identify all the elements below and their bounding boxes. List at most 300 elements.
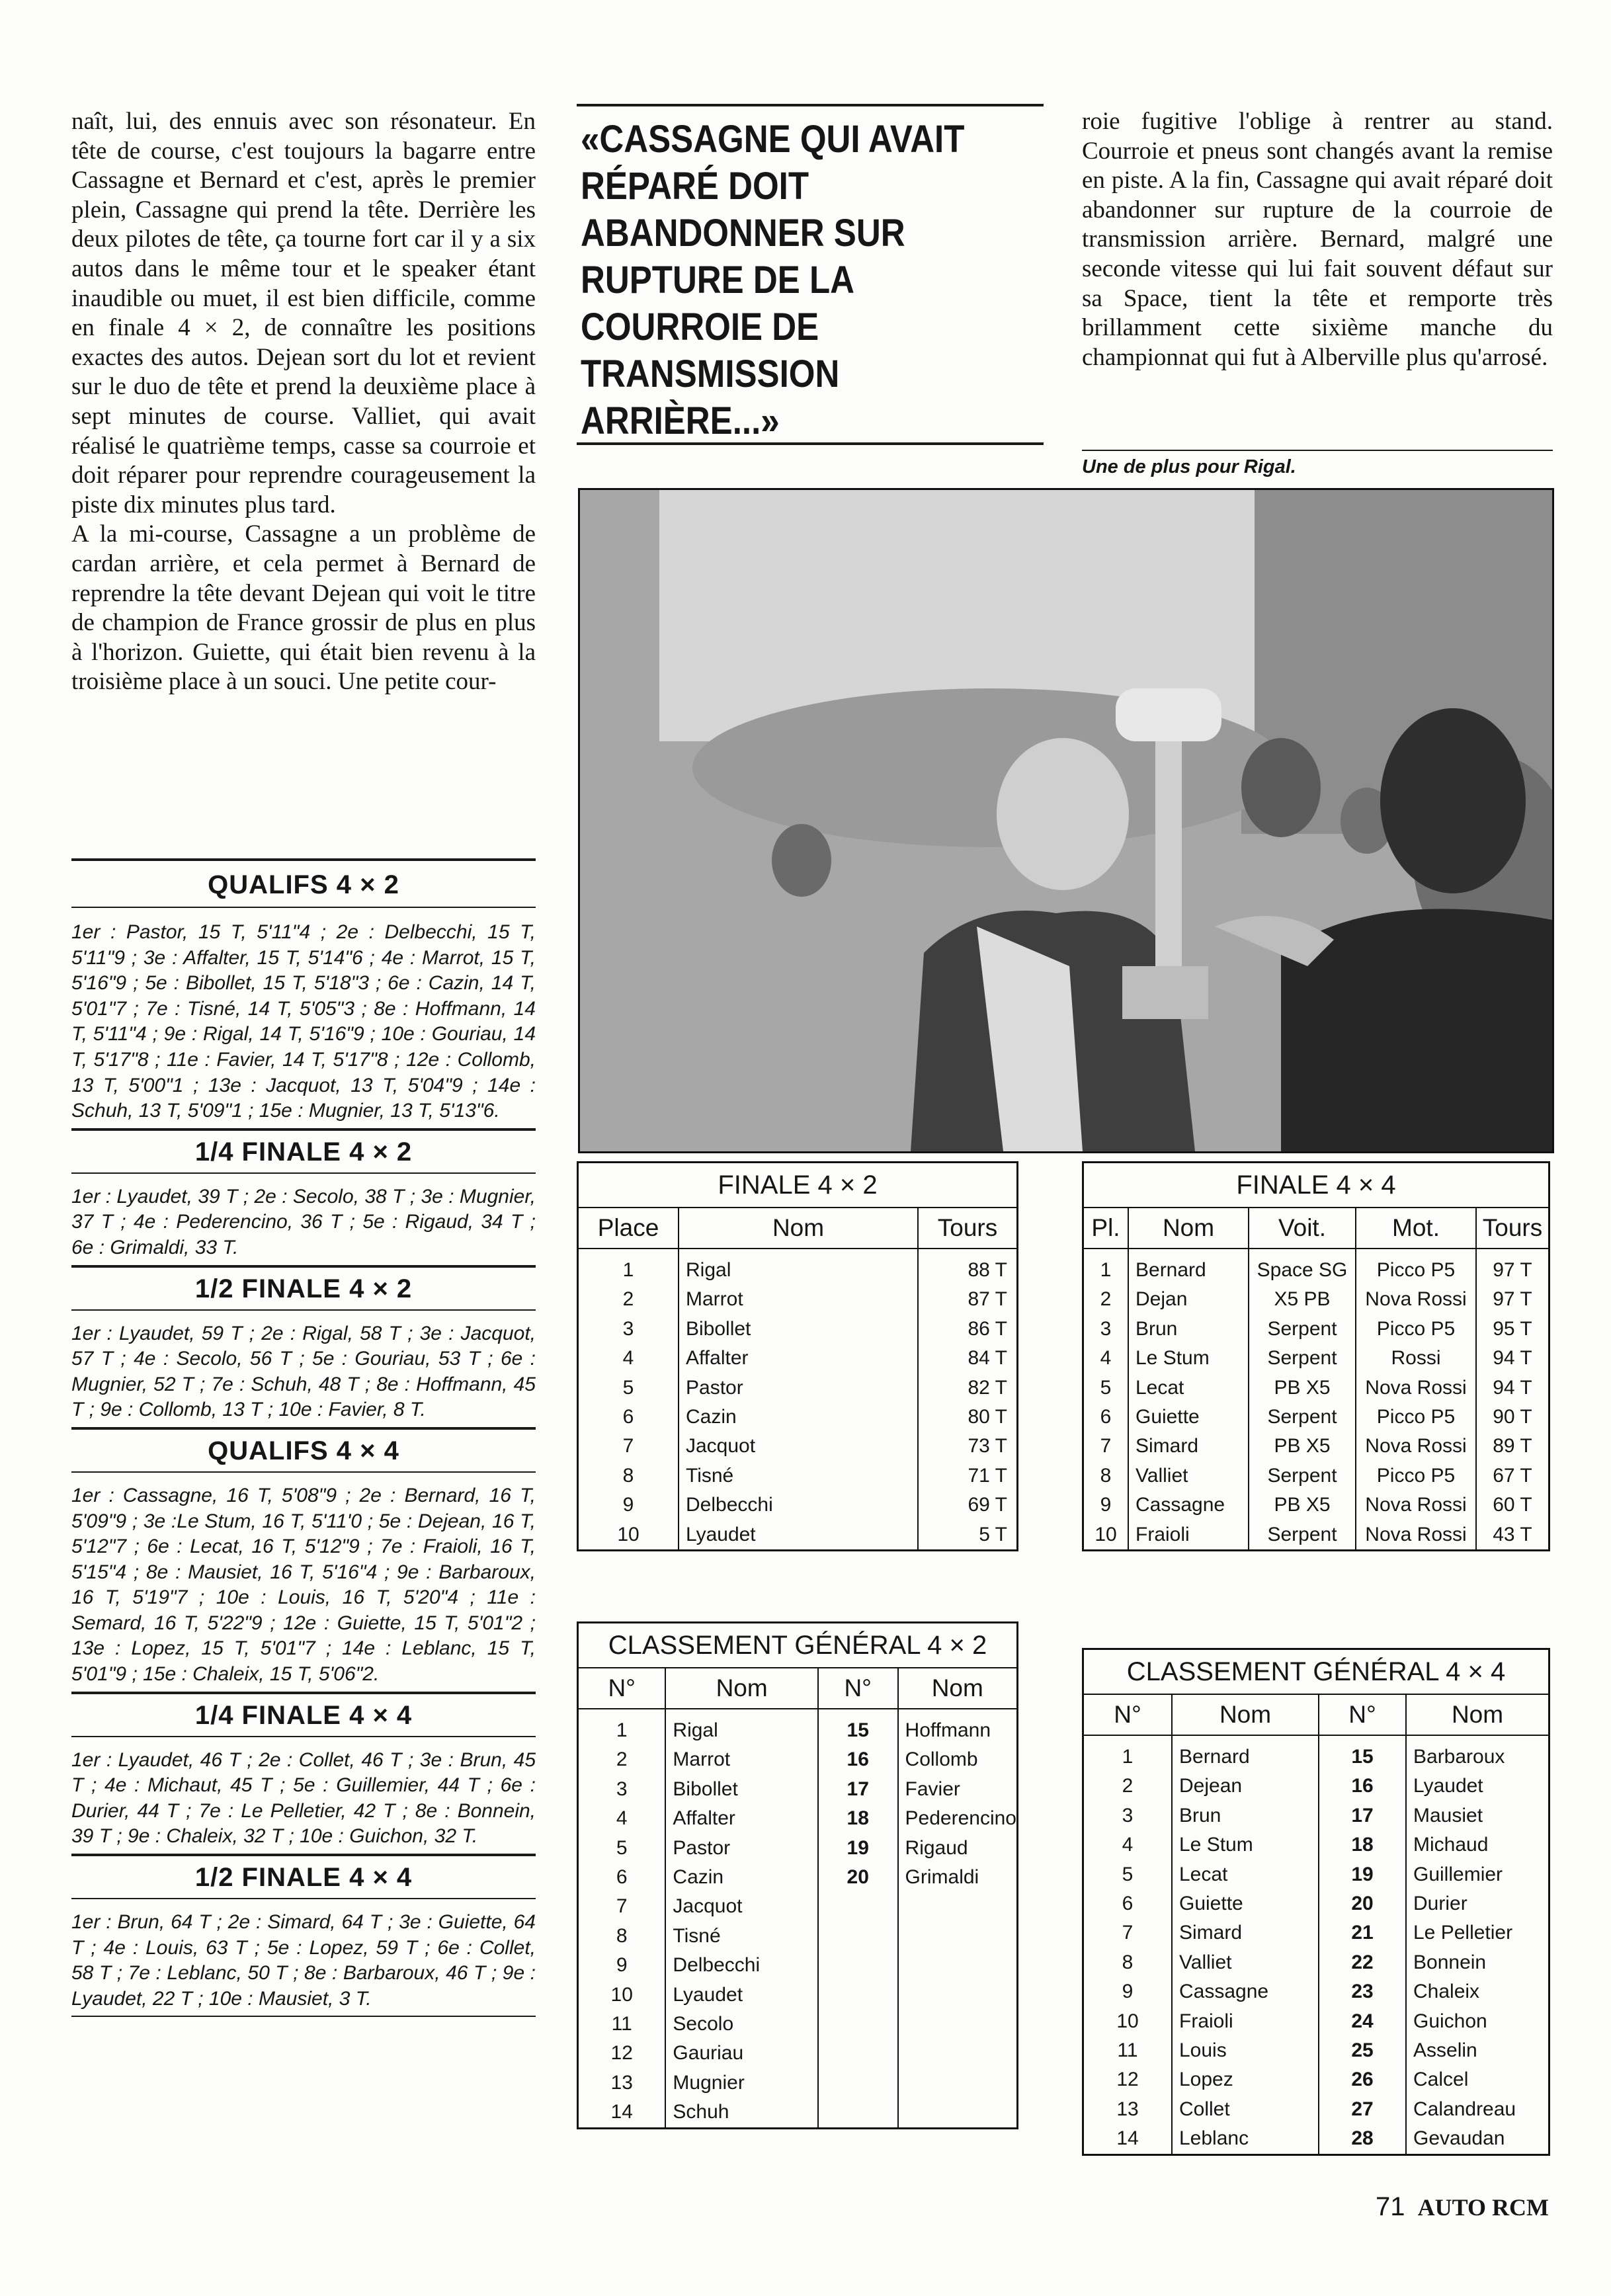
table-cell: 94 T	[1476, 1374, 1549, 1403]
table-row	[1083, 1403, 1549, 1432]
column-header: N°	[1083, 1694, 1173, 1735]
table-cell: 28	[1319, 2124, 1406, 2154]
table-cell: 43 T	[1476, 1520, 1549, 1551]
table-cell: 18	[818, 1804, 898, 1833]
section-title: 1/2 FINALE 4 × 4	[194, 1863, 413, 1893]
table-row	[1083, 1889, 1549, 1918]
table-row	[578, 1892, 1018, 1921]
table-cell: 17	[818, 1775, 898, 1804]
table-row	[578, 1344, 1018, 1373]
table-cell: 19	[1319, 1860, 1406, 1889]
table-cell: Cazin	[679, 1403, 918, 1432]
table-cell: Rossi	[1356, 1344, 1476, 1373]
table-cell: 2	[1122, 1775, 1134, 1797]
results-text: 1er : Lyaudet, 39 T ; 2e : Secolo, 38 T ; 3e : Mugnier, 37 T ; 4e : Pederencino, 36 T ; 5e : Rigaud, 34 T ; 6e : Grimaldi, 33 T.	[71, 1185, 536, 1258]
table-cell: Collomb	[898, 1745, 1018, 1774]
table-cell: Serpent	[1249, 1520, 1356, 1551]
table-cell: 82 T	[918, 1374, 1018, 1403]
table-cell: 6	[1100, 1406, 1112, 1428]
table-cell: Tisné	[665, 1922, 817, 1951]
table-row	[578, 1374, 1018, 1403]
table-cell	[898, 1922, 1018, 1951]
table-cell: 2	[616, 1748, 628, 1771]
section-rule	[71, 858, 536, 861]
table-cell: Affalter	[665, 1804, 817, 1833]
table-cell: Tisné	[679, 1461, 918, 1491]
table-cell: 89 T	[1476, 1432, 1549, 1461]
table-cell: 11	[1117, 2039, 1138, 2062]
table-cell: Le Pelletier	[1406, 1918, 1549, 1948]
table-cell: Collet	[1172, 2095, 1319, 2124]
table-cell	[818, 1922, 898, 1951]
trophy-photo	[578, 488, 1554, 1153]
table-cell: Schuh	[665, 2098, 817, 2128]
table-title: FINALE 4 × 2	[578, 1163, 1018, 1208]
table-row	[578, 1775, 1018, 1804]
section-title: 1/4 FINALE 4 × 2	[194, 1137, 413, 1167]
table-row	[1083, 1948, 1549, 1977]
table-cell: 86 T	[918, 1315, 1018, 1344]
table-row	[1083, 1491, 1549, 1520]
table-cell: Lyaudet	[665, 1981, 817, 2010]
table-cell: Favier	[898, 1775, 1018, 1804]
table-row	[578, 1863, 1018, 1892]
table-cell: Bonnein	[1406, 1948, 1549, 1977]
table-row	[578, 1249, 1018, 1285]
table-cell: Louis	[1172, 2036, 1319, 2065]
table-cell: 12	[610, 2042, 633, 2065]
table-cell: Hoffmann	[898, 1709, 1018, 1745]
section-title: QUALIFS 4 × 2	[208, 870, 399, 899]
page-footer	[1376, 2192, 1549, 2222]
table-cell: 73 T	[918, 1432, 1018, 1461]
table-cell	[898, 2069, 1018, 2098]
table-cell: Lecat	[1128, 1374, 1249, 1403]
table-cell: 3	[616, 1778, 628, 1800]
table-cell: 5 T	[918, 1520, 1018, 1551]
article-paragraph: naît, lui, des ennuis avec son résonateur. En tête de course, c'est toujours la bagarre entre Cassagne et Bernard et c'est, après le premier plein, Cassagne qui prend la tête. Derrière les deux pilotes de tête, ça tourne fort car il y a six autos dans le même tour et le speaker étant inaudible ou muet, il est bien difficile, comme en finale 4 × 2, de connaître les positions exactes des autos. Dejean sort du lot et revient sur le duo de tête et prend la deuxième place à sept minutes de course. Valliet, qui avait réalisé le quatrième temps, casse sa courroie et doit réparer pour reprendre courageusement la piste dix minutes plus tard.	[71, 108, 536, 518]
table-row	[1083, 1735, 1549, 1772]
table-cell: 13	[1116, 2098, 1139, 2120]
table-row	[578, 2098, 1018, 2128]
table-cell: Picco P5	[1356, 1249, 1476, 1285]
table-row	[578, 1922, 1018, 1951]
table-row	[1083, 1344, 1549, 1373]
table-cell	[818, 2010, 898, 2039]
table-cell: Bibollet	[665, 1775, 817, 1804]
table-cell: Dejean	[1172, 1772, 1319, 1801]
table-row	[578, 1403, 1018, 1432]
table-row	[578, 1520, 1018, 1551]
table-row	[1083, 2124, 1549, 2154]
table-cell: Nova Rossi	[1356, 1285, 1476, 1314]
table-cell: Cazin	[665, 1863, 817, 1892]
table-cell: 16	[1319, 1772, 1406, 1801]
column-header: Nom	[679, 1208, 918, 1249]
table-cell: Serpent	[1249, 1344, 1356, 1373]
table-cell: 9	[622, 1494, 634, 1516]
table-cell: 7	[616, 1895, 628, 1918]
table-row	[578, 1461, 1018, 1491]
table-cell: 21	[1319, 1918, 1406, 1948]
table-cell: Pastor	[679, 1374, 918, 1403]
table-row	[1083, 1432, 1549, 1461]
results-column	[71, 858, 536, 2017]
table-cell: PB X5	[1249, 1432, 1356, 1461]
section-rule	[71, 1309, 536, 1311]
table-cell: 26	[1319, 2065, 1406, 2094]
table-row	[1083, 1830, 1549, 1860]
table-title: CLASSEMENT GÉNÉRAL 4 × 4	[1083, 1649, 1549, 1695]
table-cell: Grimaldi	[898, 1863, 1018, 1892]
table-cell: 4	[1100, 1347, 1112, 1370]
section-rule	[71, 1471, 536, 1473]
table-cell: 9	[616, 1954, 628, 1977]
table-row	[1083, 1772, 1549, 1801]
table-row	[1083, 1520, 1549, 1551]
table-cell: 94 T	[1476, 1344, 1549, 1373]
table-row	[1083, 1977, 1549, 2006]
table-cell: 8	[1100, 1464, 1112, 1487]
article-column-3: roie fugitive l'oblige à rentrer au stand. Courroie et pneus sont changés avant la remise en piste. A la fin, Cassagne qui avait réparé doit abandonner sur rupture de la courroie de transmission arrière. Bernard, malgré une seconde vitesse qui lui fait souvent défaut sur sa Space, tient la tête et remporte très brillamment cette sixième manche du championnat qui fut à Alberville plus qu'arrosé.	[1082, 108, 1553, 371]
table-cell: Le Stum	[1172, 1830, 1319, 1860]
results-text: 1er : Lyaudet, 46 T ; 2e : Collet, 46 T ; 3e : Brun, 45 T ; 4e : Michaut, 45 T ; 5e : Guillemier, 44 T ; 6e : Durier, 44 T ; 7e : Le Pelletier, 42 T ; 8e : Bonnein, 39 T ; 9e : Chaleix, 32 T ; 10e : Guichon, 32 T.	[71, 1748, 536, 1848]
table-cell	[818, 2069, 898, 2098]
table-cell: Rigal	[679, 1249, 918, 1285]
table-cell: 88 T	[918, 1249, 1018, 1285]
table-cell: 8	[616, 1924, 628, 1947]
table-cell: Guichon	[1406, 2007, 1549, 2036]
table-cell: 23	[1319, 1977, 1406, 2006]
table-cell: Fraioli	[1172, 2007, 1319, 2036]
table-row	[578, 1432, 1018, 1461]
table-cell: Nova Rossi	[1356, 1374, 1476, 1403]
table-cell: 11	[611, 2013, 632, 2035]
table-row	[1083, 1249, 1549, 1285]
table-cell: Durier	[1406, 1889, 1549, 1918]
table-cell	[818, 2039, 898, 2068]
column-header: Nom	[898, 1668, 1018, 1709]
table-cell: 10	[1116, 2010, 1139, 2032]
table-cell: Le Stum	[1128, 1344, 1249, 1373]
table-title: FINALE 4 × 4	[1083, 1163, 1549, 1208]
article-column-1	[71, 107, 536, 697]
table-cell: 7	[1122, 1922, 1134, 1944]
table-cell: Serpent	[1249, 1461, 1356, 1491]
table-cell: 6	[616, 1866, 628, 1889]
table-cell: 19	[818, 1834, 898, 1863]
table-cell: Gauriau	[665, 2039, 817, 2068]
table-cell: Lopez	[1172, 2065, 1319, 2094]
results-text: 1er : Pastor, 15 T, 5'11"4 ; 2e : Delbecchi, 15 T, 5'11"9 ; 3e : Affalter, 15 T, 5'14"6 ; 4e : Marrot, 15 T, 5'16"9 ; 5e : Bibollet, 15 T, 5'18"3 ; 6e : Cazin, 14 T, 5'01"7 ; 7e : Tisné, 14 T, 5'05"3 ; 8e : Hoffmann, 14 T, 5'11"4 ; 9e : Rigal, 14 T, 5'16"9 ; 10e : Gouriau, 14 T, 5'17"8 ; 11e : Favier, 14 T, 5'17"8 ; 12e : Collomb, 13 T, 5'00"1 ; 13e : Jacquot, 13 T, 5'04"9 ; 14e : Schuh, 13 T, 5'09"1 ; 15e : Mugnier, 13 T, 5'13"6.	[71, 921, 536, 1122]
table-cell: Mausiet	[1406, 1801, 1549, 1830]
table-cell: Guiette	[1172, 1889, 1319, 1918]
table-cell: 84 T	[918, 1344, 1018, 1373]
table-cell: 3	[1100, 1317, 1112, 1340]
table-row	[578, 2069, 1018, 2098]
table-cell: Simard	[1128, 1432, 1249, 1461]
table-cell: 8	[622, 1464, 634, 1487]
table-cell: Fraioli	[1128, 1520, 1249, 1551]
table-cell: 5	[1100, 1376, 1112, 1399]
table-cell: 1	[1100, 1259, 1112, 1281]
table-cell: Affalter	[679, 1344, 918, 1373]
finale-4x2-table	[577, 1161, 1018, 1551]
table-cell: Leblanc	[1172, 2124, 1319, 2154]
table-cell: Lyaudet	[1406, 1772, 1549, 1801]
table-row	[1083, 1315, 1549, 1344]
table-row	[1083, 1374, 1549, 1403]
table-cell: Simard	[1172, 1918, 1319, 1948]
table-cell: 1	[616, 1719, 628, 1741]
table-cell: Lyaudet	[679, 1520, 918, 1551]
table-row	[1083, 2036, 1549, 2065]
table-cell: 17	[1319, 1801, 1406, 1830]
table-cell: Nova Rossi	[1356, 1432, 1476, 1461]
column-header: N°	[1319, 1694, 1406, 1735]
table-cell: Jacquot	[679, 1432, 918, 1461]
table-cell: 80 T	[918, 1403, 1018, 1432]
table-cell: 95 T	[1476, 1315, 1549, 1344]
table-cell: Asselin	[1406, 2036, 1549, 2065]
table-cell	[898, 1951, 1018, 1980]
caption-rule	[1082, 450, 1553, 451]
table-cell: Mugnier	[665, 2069, 817, 2098]
general-4x2-table	[577, 1621, 1018, 2129]
table-cell	[898, 2098, 1018, 2128]
section-rule	[71, 1427, 536, 1430]
table-row	[1083, 1285, 1549, 1314]
photo-caption: Une de plus pour Rigal.	[1082, 456, 1296, 477]
quote-bottom-rule	[577, 442, 1044, 445]
table-cell: Rigal	[665, 1709, 817, 1745]
column-header: Voit.	[1249, 1208, 1356, 1249]
section-rule	[71, 1172, 536, 1174]
page-number: 71	[1376, 2192, 1405, 2221]
table-cell: Picco P5	[1356, 1461, 1476, 1491]
table-cell: 9	[1122, 1981, 1134, 2003]
table-cell: Picco P5	[1356, 1315, 1476, 1344]
table-row	[1083, 2095, 1549, 2124]
table-cell: 5	[616, 1836, 628, 1859]
table-cell: 4	[622, 1347, 634, 1370]
table-cell: 6	[622, 1406, 634, 1428]
article-paragraph: A la mi-course, Cassagne a un problème de cardan arrière, et cela permet à Bernard de reprendre la tête devant Dejean qui voit le titre de champion de France grossir de plus en plus à l'horizon. Guiette, qui était bien revenu à la troisième place à un souci. Une petite cour-	[71, 520, 536, 696]
table-cell: 67 T	[1476, 1461, 1549, 1491]
table-cell: 27	[1319, 2095, 1406, 2124]
section-title: QUALIFS 4 × 4	[208, 1436, 399, 1465]
table-cell: 9	[1100, 1494, 1112, 1516]
table-cell: Brun	[1128, 1315, 1249, 1344]
table-cell: Calandreau	[1406, 2095, 1549, 2124]
table-cell: 15	[1319, 1735, 1406, 1772]
table-cell: Lecat	[1172, 1860, 1319, 1889]
table-cell: X5 PB	[1249, 1285, 1356, 1314]
table-cell: 16	[818, 1745, 898, 1774]
general-4x4-table	[1082, 1648, 1550, 2156]
table-row	[578, 1951, 1018, 1980]
table-cell: 69 T	[918, 1491, 1018, 1520]
table-cell: 14	[1116, 2127, 1139, 2150]
table-row	[578, 1285, 1018, 1314]
table-cell: Serpent	[1249, 1315, 1356, 1344]
table-cell: 20	[818, 1863, 898, 1892]
table-cell: Michaud	[1406, 1830, 1549, 1860]
table-cell: PB X5	[1249, 1374, 1356, 1403]
table-row	[1083, 1860, 1549, 1889]
column-header: Nom	[1128, 1208, 1249, 1249]
table-cell: 97 T	[1476, 1249, 1549, 1285]
column-header: Nom	[1406, 1694, 1549, 1735]
table-cell	[898, 2010, 1018, 2039]
column-header: Pl.	[1083, 1208, 1129, 1249]
table-cell: Chaleix	[1406, 1977, 1549, 2006]
table-row	[1083, 2007, 1549, 2036]
table-cell: 3	[1122, 1804, 1134, 1826]
results-text: 1er : Lyaudet, 59 T ; 2e : Rigal, 58 T ; 3e : Jacquot, 57 T ; 4e : Secolo, 56 T ; 5e : Gouriau, 53 T ; 6e : Mugnier, 52 T ; 7e : Schuh, 48 T ; 8e : Hoffmann, 45 T ; 9e : Collomb, 13 T ; 10e : Favier, 8 T.	[71, 1322, 536, 1421]
table-row	[578, 1804, 1018, 1833]
table-cell: Gevaudan	[1406, 2124, 1549, 2154]
table-cell: 4	[1122, 1834, 1134, 1856]
table-cell: Pastor	[665, 1834, 817, 1863]
table-cell: Bernard	[1128, 1249, 1249, 1285]
table-row	[578, 1981, 1018, 2010]
table-cell: 87 T	[918, 1285, 1018, 1314]
section-rule	[71, 907, 536, 908]
table-cell: 20	[1319, 1889, 1406, 1918]
table-cell: 2	[1100, 1288, 1112, 1311]
section-rule	[71, 1898, 536, 1899]
table-cell: 7	[1100, 1435, 1112, 1457]
table-cell: Nova Rossi	[1356, 1491, 1476, 1520]
table-row	[578, 1491, 1018, 1520]
table-cell: Guillemier	[1406, 1860, 1549, 1889]
table-cell: Marrot	[679, 1285, 918, 1314]
table-cell: PB X5	[1249, 1491, 1356, 1520]
table-cell: 90 T	[1476, 1403, 1549, 1432]
table-cell: Barbaroux	[1406, 1735, 1549, 1772]
table-cell	[818, 1981, 898, 2010]
table-cell: 1	[1122, 1746, 1134, 1768]
table-cell	[818, 1951, 898, 1980]
table-cell: 10	[610, 1983, 633, 2006]
table-cell: 10	[617, 1523, 640, 1545]
table-row	[1083, 1461, 1549, 1491]
section-rule	[71, 1265, 536, 1268]
table-cell: Valliet	[1128, 1461, 1249, 1491]
table-cell: Cassagne	[1128, 1491, 1249, 1520]
table-cell: 12	[1116, 2069, 1139, 2091]
table-cell: 71 T	[918, 1461, 1018, 1491]
table-cell: 10	[1095, 1523, 1117, 1545]
table-row	[578, 2010, 1018, 2039]
section-rule	[71, 2016, 536, 2017]
column-header: Place	[578, 1208, 679, 1249]
column-header: Tours	[1476, 1208, 1549, 1249]
table-cell: 14	[610, 2101, 633, 2123]
table-cell: Marrot	[665, 1745, 817, 1774]
table-cell: Delbecchi	[665, 1951, 817, 1980]
table-cell: 22	[1319, 1948, 1406, 1977]
table-cell: 18	[1319, 1830, 1406, 1860]
table-cell: 5	[622, 1376, 634, 1399]
table-cell: Cassagne	[1172, 1977, 1319, 2006]
column-header: Nom	[1172, 1694, 1319, 1735]
table-cell: 2	[622, 1288, 634, 1311]
table-cell	[818, 1892, 898, 1921]
table-cell	[898, 1981, 1018, 2010]
finale-4x4-table	[1082, 1161, 1550, 1551]
photo-image	[580, 490, 1552, 1151]
column-header: Tours	[918, 1208, 1018, 1249]
table-cell: Secolo	[665, 2010, 817, 2039]
column-header: N°	[818, 1668, 898, 1709]
table-cell: Serpent	[1249, 1403, 1356, 1432]
table-cell: 97 T	[1476, 1285, 1549, 1314]
table-title: CLASSEMENT GÉNÉRAL 4 × 2	[578, 1623, 1018, 1668]
table-cell	[898, 1892, 1018, 1921]
table-cell: Pederencino	[898, 1804, 1018, 1833]
table-cell	[898, 2039, 1018, 2068]
table-cell: 15	[818, 1709, 898, 1745]
table-cell: Valliet	[1172, 1948, 1319, 1977]
table-row	[578, 1315, 1018, 1344]
table-cell: Jacquot	[665, 1892, 817, 1921]
section-rule	[71, 1692, 536, 1694]
table-cell: 5	[1122, 1863, 1134, 1885]
section-title: 1/2 FINALE 4 × 2	[194, 1274, 413, 1303]
section-rule	[71, 1128, 536, 1131]
table-cell: Guiette	[1128, 1403, 1249, 1432]
magazine-name: AUTO RCM	[1417, 2194, 1549, 2221]
table-cell: Calcel	[1406, 2065, 1549, 2094]
results-text: 1er : Brun, 64 T ; 2e : Simard, 64 T ; 3e : Guiette, 64 T ; 4e : Louis, 63 T ; 5e : Lopez, 59 T ; 6e : Collet, 58 T ; 7e : Leblanc, 50 T ; 8e : Barbaroux, 46 T ; 9e : Lyaudet, 22 T ; 10e : Mausiet, 3 T.	[71, 1911, 536, 2010]
table-cell: 6	[1122, 1893, 1134, 1915]
table-cell: 24	[1319, 2007, 1406, 2036]
table-cell: 4	[616, 1807, 628, 1830]
table-cell: Bernard	[1172, 1735, 1319, 1772]
table-cell: Brun	[1172, 1801, 1319, 1830]
table-cell: Nova Rossi	[1356, 1520, 1476, 1551]
table-cell: 3	[622, 1317, 634, 1340]
table-cell: 25	[1319, 2036, 1406, 2065]
column-header: N°	[578, 1668, 666, 1709]
table-cell: Picco P5	[1356, 1403, 1476, 1432]
section-rule	[71, 1854, 536, 1856]
table-cell: Dejan	[1128, 1285, 1249, 1314]
table-cell: 1	[622, 1259, 634, 1281]
column-header: Mot.	[1356, 1208, 1476, 1249]
table-row	[578, 2039, 1018, 2068]
table-cell: Rigaud	[898, 1834, 1018, 1863]
table-row	[1083, 1918, 1549, 1948]
quote-top-rule	[577, 104, 1044, 106]
table-row	[1083, 2065, 1549, 2094]
table-row	[578, 1834, 1018, 1863]
table-row	[578, 1745, 1018, 1774]
table-cell: 60 T	[1476, 1491, 1549, 1520]
table-row	[1083, 1801, 1549, 1830]
table-cell: 8	[1122, 1951, 1134, 1973]
table-cell	[818, 2098, 898, 2128]
pull-quote: «CASSAGNE QUI AVAIT RÉPARÉ DOIT ABANDONNER SUR RUPTURE DE LA COURROIE DE TRANSMISSION ARRIÈRE...»	[581, 118, 965, 442]
table-cell: Delbecchi	[679, 1491, 918, 1520]
table-cell: Space SG	[1249, 1249, 1356, 1285]
results-text: 1er : Cassagne, 16 T, 5'08"9 ; 2e : Bernard, 16 T, 5'09"9 ; 3e :Le Stum, 16 T, 5'11'0 ; 5e : Dejean, 16 T, 5'12"7 ; 6e : Lecat, 16 T, 5'12"9 ; 7e : Fraioli, 16 T, 5'15"4 ; 8e : Mausiet, 16 T, 5'16"4 ; 9e : Barbaroux, 16 T, 5'19"7 ; 10e : Louis, 16 T, 5'20"4 ; 11e : Semard, 16 T, 5'22"9 ; 12e : Guiette, 15 T, 5'01"2 ; 13e : Lopez, 15 T, 5'01"7 ; 14e : Leblanc, 15 T, 5'01"9 ; 15e : Chaleix, 15 T, 5'06"2.	[71, 1484, 536, 1686]
table-row	[578, 1709, 1018, 1745]
table-cell: Bibollet	[679, 1315, 918, 1344]
section-rule	[71, 1736, 536, 1737]
